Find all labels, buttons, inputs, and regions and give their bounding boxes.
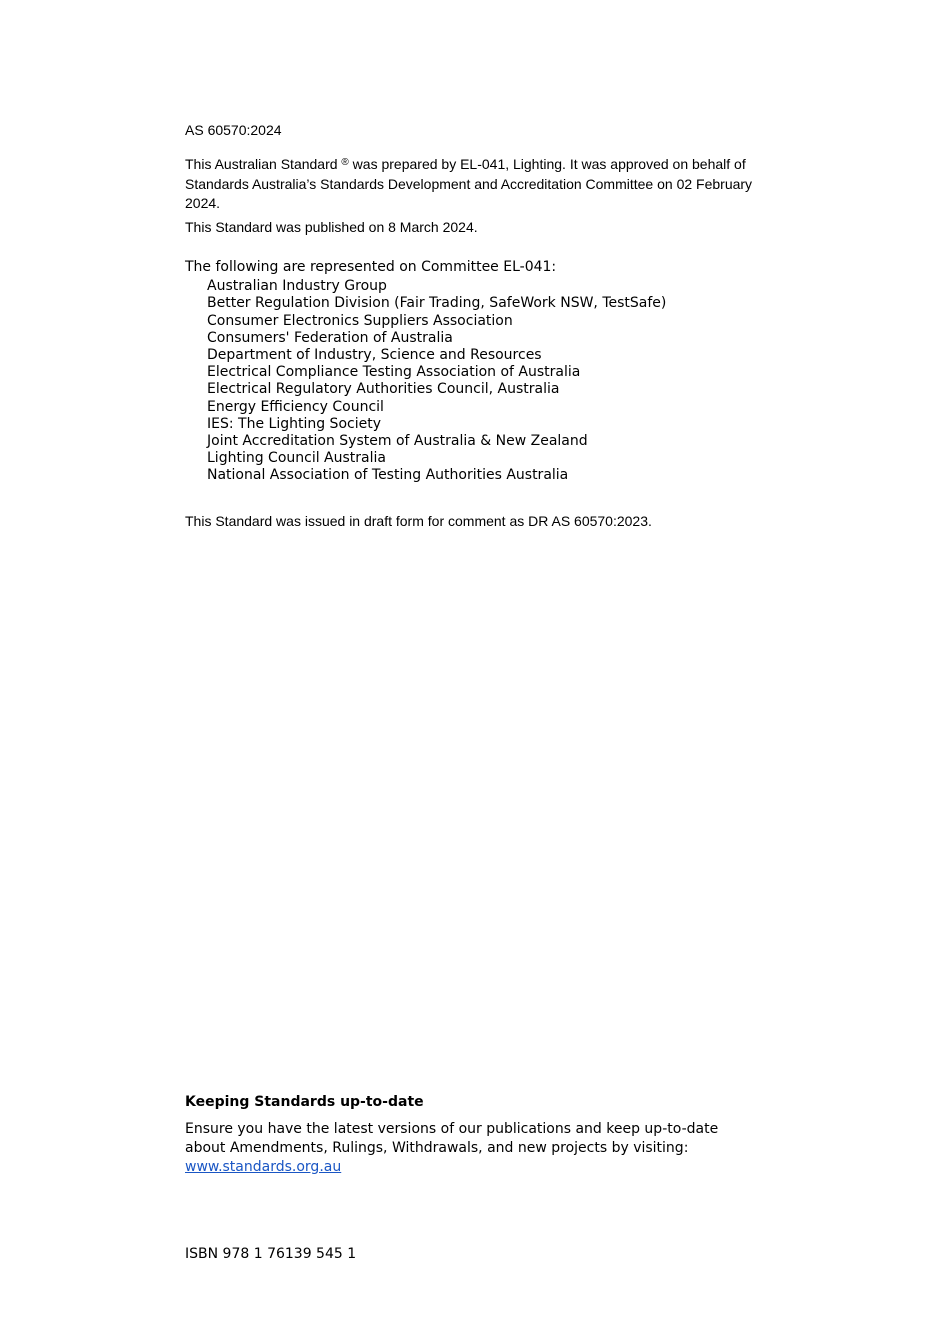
preparation-text-start: This Australian Standard — [185, 156, 342, 172]
committee-intro: The following are represented on Committee EL-041: — [185, 259, 557, 275]
registered-mark: ® — [341, 157, 349, 168]
committee-member: Lighting Council Australia — [207, 450, 386, 467]
standards-website-link[interactable]: www.standards.org.au — [185, 1159, 342, 1175]
committee-member: Energy Efficiency Council — [207, 398, 384, 415]
committee-member: Better Regulation Division (Fair Trading, SafeWork NSW, TestSafe) — [207, 295, 667, 312]
committee-member: National Association of Testing Authorities Australia — [207, 467, 569, 484]
committee-member: Joint Accreditation System of Australia & New Zealand — [207, 433, 588, 450]
committee-member: Electrical Compliance Testing Association of Australia — [207, 364, 581, 381]
publication-date: This Standard was published on 8 March 2024. — [185, 219, 478, 235]
preparation-paragraph — [185, 155, 760, 214]
standard-code: AS 60570:2024 — [185, 122, 282, 138]
committee-member: Electrical Regulatory Authorities Council, Australia — [207, 381, 560, 398]
keeping-up-to-date-text: Ensure you have the latest versions of our publications and keep up-to-date about Amendments, Rulings, Withdrawals, and new projects by visiting: — [185, 1121, 719, 1156]
committee-member: Consumer Electronics Suppliers Association — [207, 312, 513, 329]
keeping-up-to-date-heading: Keeping Standards up-to-date — [185, 1094, 424, 1110]
draft-notice: This Standard was issued in draft form for comment as DR AS 60570:2023. — [185, 513, 652, 529]
committee-member-list — [207, 278, 760, 484]
committee-section — [185, 259, 760, 485]
committee-member: Department of Industry, Science and Resources — [207, 347, 542, 364]
preparation-text-end: was prepared by EL-041, Lighting. It was approved on behalf of Standards Australia’s Standards Development and Accreditation Committee on 02 February 2024. — [185, 156, 753, 211]
committee-member: Consumers' Federation of Australia — [207, 329, 453, 346]
isbn: ISBN 978 1 76139 545 1 — [185, 1246, 357, 1262]
committee-member: IES: The Lighting Society — [207, 415, 381, 432]
keeping-up-to-date-body — [185, 1120, 760, 1177]
committee-member: Australian Industry Group — [207, 278, 387, 295]
